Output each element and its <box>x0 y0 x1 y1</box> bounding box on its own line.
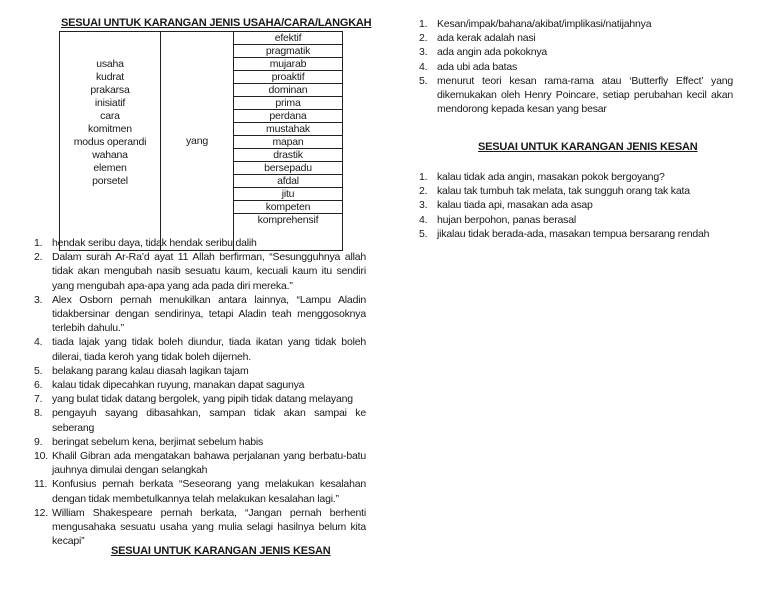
list-text: pengayuh sayang dibasahkan, sampan tidak akan sampai ke seberang <box>52 407 366 434</box>
list-number: 10. <box>34 450 48 463</box>
list-number: 6. <box>34 379 43 392</box>
list-item <box>34 364 366 378</box>
adjective-item: kompeten <box>234 201 342 214</box>
list-text: Dalam surah Ar-Ra’d ayat 11 Allah berfirman, “Sesungguhnya allah tidak akan mengubah nasib sesuatu kaum, kecuali kaum itu sendiri yang mengubah apa-apa yang ada pada diri mereka.” <box>52 251 366 292</box>
list-item <box>419 198 733 212</box>
adjective-item: mustahak <box>234 123 342 136</box>
list-text: hendak seribu daya, tidak hendak seribu dalih <box>52 237 257 249</box>
adjective-item: dominan <box>234 84 342 97</box>
list-item <box>34 406 366 434</box>
list-text: Khalil Gibran ada mengatakan bahawa perjalanan yang berbatu-batu jauhnya dimulai dengan selangkah <box>52 450 366 477</box>
adjective-item: bersepadu <box>234 162 342 175</box>
list-item <box>419 184 733 198</box>
list-number: 9. <box>34 435 43 448</box>
list-number: 4. <box>419 213 428 226</box>
noun-item: wahana <box>92 149 128 161</box>
noun-item: kudrat <box>96 71 124 83</box>
noun-item: inisiatif <box>94 97 126 109</box>
list-item <box>419 17 733 31</box>
list-number: 12. <box>34 506 48 519</box>
list-number: 2. <box>419 185 428 198</box>
list-number: 1. <box>34 237 43 249</box>
list-number: 8. <box>34 407 43 420</box>
list-item <box>419 227 733 241</box>
adjective-item: afdal <box>234 175 342 188</box>
list-number: 1. <box>419 171 428 183</box>
list-item <box>34 449 366 477</box>
vocabulary-table <box>59 31 343 251</box>
list-number: 3. <box>419 46 428 59</box>
right-list-kesan-proverbs <box>419 170 733 241</box>
adjective-item: proaktif <box>234 71 342 84</box>
heading-kesan-right: SESUAI UNTUK KARANGAN JENIS KESAN <box>478 141 698 153</box>
left-list <box>34 236 366 548</box>
adjective-item: drastik <box>234 149 342 162</box>
nouns-column <box>60 32 161 251</box>
adjective-item: pragmatik <box>234 45 342 58</box>
list-item <box>419 45 733 59</box>
list-text: Kesan/impak/bahana/akibat/implikasi/natijahnya <box>437 18 652 30</box>
list-number: 3. <box>419 199 428 212</box>
list-item <box>419 213 733 227</box>
adjective-item: jitu <box>234 188 342 201</box>
list-text: yang bulat tidak datang bergolek, yang pipih tidak datang melayang <box>52 393 353 406</box>
noun-item: elemen <box>93 162 127 174</box>
list-number: 2. <box>34 251 43 264</box>
list-item <box>34 293 366 336</box>
list-text: ada ubi ada batas <box>437 60 518 73</box>
adjective-item: efektif <box>234 32 342 45</box>
heading-usaha: SESUAI UNTUK KARANGAN JENIS USAHA/CARA/LANGKAH <box>61 17 372 29</box>
list-item <box>34 236 366 250</box>
adjective-item: mujarab <box>234 58 342 71</box>
noun-item: porsetel <box>92 175 128 187</box>
list-item <box>419 31 733 45</box>
heading-kesan-left: SESUAI UNTUK KARANGAN JENIS KESAN <box>111 545 331 557</box>
list-number: 5. <box>419 74 428 87</box>
list-item <box>34 250 366 293</box>
adjectives-column <box>234 32 343 251</box>
right-list-kesan-terms <box>419 17 733 116</box>
list-item <box>419 74 733 117</box>
list-number: 1. <box>419 18 428 30</box>
list-number: 4. <box>419 60 428 73</box>
adjective-item: prima <box>234 97 342 110</box>
list-item <box>419 170 733 184</box>
list-number: 3. <box>34 293 43 306</box>
connector-column: yang <box>161 32 234 251</box>
list-number: 4. <box>34 336 43 349</box>
list-item <box>34 477 366 505</box>
list-item <box>34 506 366 549</box>
adjective-item: komprehensif <box>257 214 319 226</box>
list-text: hujan berpohon, panas berasal <box>437 213 576 226</box>
list-text: kalau tak tumbuh tak melata, tak sungguh orang tak kata <box>437 185 690 198</box>
adjective-item: mapan <box>234 136 342 149</box>
list-item <box>34 378 366 392</box>
list-text: kalau tidak dipecahkan ruyung, manakan dapat sagunya <box>52 379 305 392</box>
list-item <box>419 60 733 74</box>
noun-item: usaha <box>96 58 124 70</box>
list-text: William Shakespeare pernah berkata, “Jangan pernah berhenti mengusahaka sesuatu usaha yang mulia selagi hasilnya belum kita kecapi” <box>52 506 366 548</box>
list-text: menurut teori kesan rama-rama atau ‘Butterfly Effect’ yang dikemukakan oleh Henry Poincare, setiap perubahan kecil akan mendorong kepada kesan yang besar <box>437 74 733 116</box>
list-text: Konfusius pernah berkata “Seseorang yang melakukan kesalahan dengan tidak membetulkannya telah melakukan kesalahan lagi.” <box>52 478 366 505</box>
list-text: kalau tiada api, masakan ada asap <box>437 199 593 212</box>
list-item <box>34 335 366 363</box>
list-text: ada kerak adalah nasi <box>437 32 536 45</box>
list-text: ada angin ada pokoknya <box>437 46 548 59</box>
list-number: 5. <box>419 227 428 240</box>
list-item <box>34 435 366 449</box>
adjective-item: perdana <box>234 110 342 123</box>
noun-item: prakarsa <box>90 84 130 96</box>
list-number: 5. <box>34 364 43 377</box>
list-text: tiada lajak yang tidak boleh diundur, tiada ikatan yang tidak boleh dilerai, tiada keroh yang tidak boleh dijerneh. <box>52 336 366 363</box>
list-number: 7. <box>34 393 43 406</box>
list-text: kalau tidak ada angin, masakan pokok bergoyang? <box>437 171 665 183</box>
noun-item: komitmen <box>88 123 132 135</box>
noun-item: cara <box>100 110 120 122</box>
list-text: beringat sebelum kena, berjimat sebelum habis <box>52 435 264 448</box>
list-text: jikalau tidak berada-ada, masakan tempua bersarang rendah <box>437 227 710 240</box>
list-number: 11. <box>34 478 48 491</box>
list-text: belakang parang kalau diasah lagikan tajam <box>52 364 249 377</box>
list-text: Alex Osborn pernah menukilkan antara lainnya, “Lampu Aladin tidakbersinar dengan sendirinya, tetapi Aladin teah menggosoknya terlebih dahulu.” <box>52 293 366 335</box>
noun-item: modus operandi <box>73 136 147 148</box>
list-item <box>34 392 366 406</box>
list-number: 2. <box>419 32 428 45</box>
